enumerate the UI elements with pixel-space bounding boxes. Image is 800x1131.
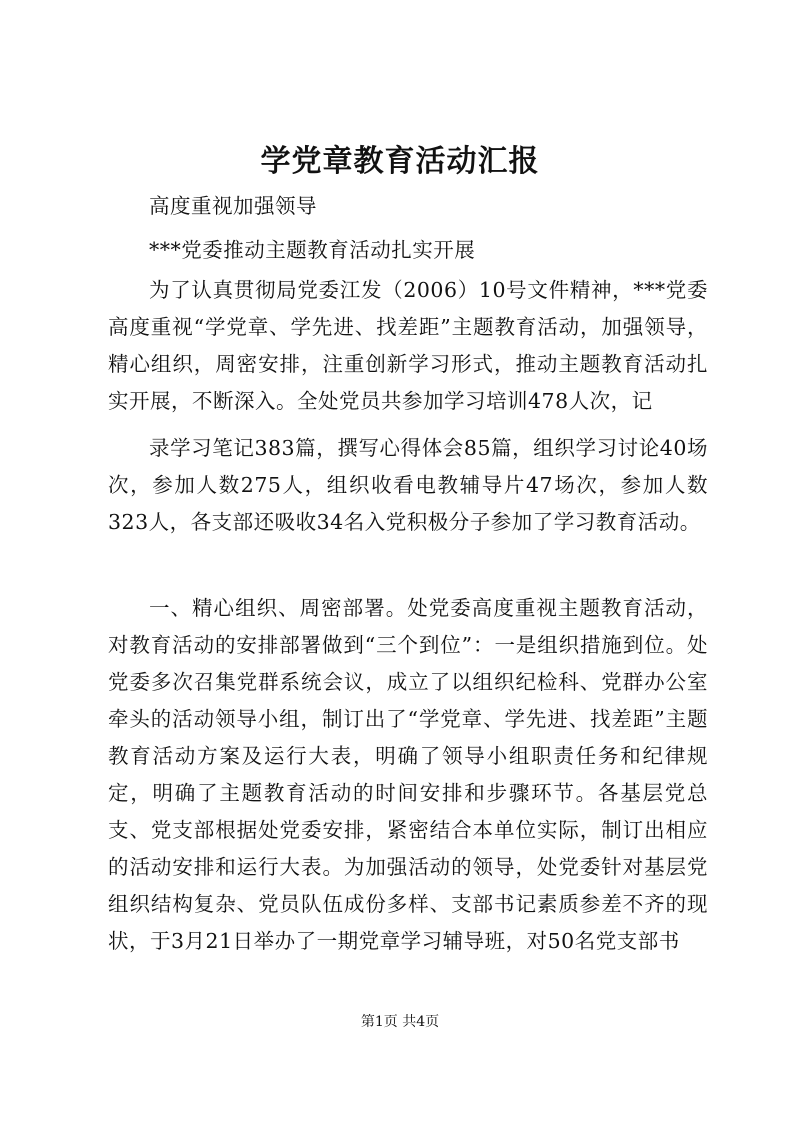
subheading-text: ***党委推动主题教育活动扎实开展	[149, 238, 476, 262]
document-title: 学党章教育活动汇报	[260, 144, 540, 179]
page-number-footer: 第1页 共4页	[360, 1014, 440, 1030]
paragraph-statistics	[108, 430, 708, 541]
subheading-emphasis	[108, 188, 708, 225]
subheading-text: 高度重视加强领导	[149, 194, 317, 218]
paragraph-intro	[108, 272, 708, 420]
paragraph-text: 为了认真贯彻局党委江发（2006）10号文件精神，***党委高度重视“学党章、学先进、找差距”主题教育活动，加强领导，精心组织，周密安排，注重创新学习形式，推动主题教育活动扎实开展，不断深入。全处党员共参加学习培训478人次，记	[108, 278, 708, 413]
paragraph-text: 录学习笔记383篇，撰写心得体会85篇，组织学习讨论40场次，参加人数275人，组织收看电教辅导片47场次，参加人数323人，各支部还吸收34名入党积极分子参加了学习教育活动。	[108, 436, 708, 534]
paragraph-section-one	[108, 590, 708, 960]
subheading-topic	[108, 232, 708, 269]
paragraph-text: 一、精心组织、周密部署。处党委高度重视主题教育活动，对教育活动的安排部署做到“三个到位”：一是组织措施到位。处党委多次召集党群系统会议，成立了以组织纪检科、党群办公室牵头的活动领导小组，制订出了“学党章、学先进、找差距”主题教育活动方案及运行大表，明确了领导小组职责任务和纪律规定，明确了主题教育活动的时间安排和步骤环节。各基层党总支、党支部根据处党委安排，紧密结合本单位实际，制订出相应的活动安排和运行大表。为加强活动的领导，处党委针对基层党组织结构复杂、党员队伍成份多样、支部书记素质参差不齐的现状，于3月21日举办了一期党章学习辅导班，对50名党支部书	[108, 596, 708, 953]
